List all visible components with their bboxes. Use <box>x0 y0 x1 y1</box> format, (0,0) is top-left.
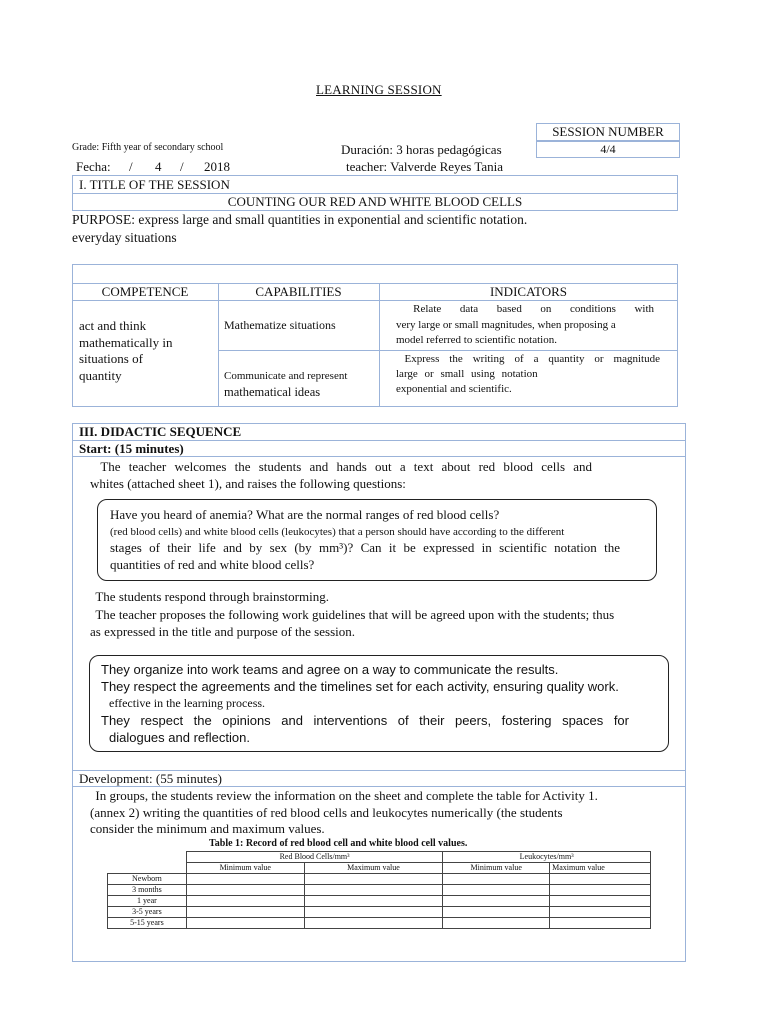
table-cell <box>108 852 187 863</box>
paragraph-line: The teacher proposes the following work guidelines that will be agreed upon with the students; thus <box>82 607 601 622</box>
table-divider <box>218 283 219 407</box>
indicator-1 <box>386 302 654 349</box>
paragraph-line: as expressed in the title and purpose of the session. <box>90 624 355 639</box>
header-capabilities: CAPABILITIES <box>255 284 342 299</box>
row-label: 3-5 years <box>108 907 187 918</box>
competence-line: situations of <box>79 351 143 366</box>
grade-text: Grade: Fifth year of secondary school <box>72 142 224 153</box>
header-competence: COMPETENCE <box>101 284 189 299</box>
purpose-line-2: everyday situations <box>72 230 177 245</box>
page-title: LEARNING SESSION <box>316 82 442 97</box>
subheader: Minimum value <box>443 863 550 874</box>
header-indicators: INDICATORS <box>489 284 568 299</box>
paragraph-brainstorming: The students respond through brainstorming. <box>82 589 316 604</box>
paragraph-line: consider the minimum and maximum values. <box>90 821 325 836</box>
date-sep-2: / <box>180 159 184 174</box>
red-blood-cells-header: Red Blood Cells/mm³ <box>186 852 442 863</box>
date-sep-1: / <box>129 159 133 174</box>
competence-line: act and think <box>79 318 147 333</box>
subheader: Minimum value <box>186 863 304 874</box>
indicator-line: Relate data based on conditions with <box>386 303 654 315</box>
session-number-label: SESSION NUMBER <box>536 123 680 141</box>
table-cell[interactable] <box>186 874 304 885</box>
question-line: quantities of red and white blood cells? <box>110 556 315 572</box>
indicator-line: Express the writing of a quantity or magnitude <box>386 353 660 365</box>
table-cell[interactable] <box>304 907 443 918</box>
table-cell[interactable] <box>550 885 651 896</box>
table-divider <box>218 350 678 351</box>
table-cell[interactable] <box>443 874 550 885</box>
session-number-value: 4/4 <box>536 141 680 158</box>
capability-line: Communicate and represent <box>224 370 348 382</box>
start-heading: Start: (15 minutes) <box>79 441 184 456</box>
capability-communicate <box>224 368 347 400</box>
indicator-line: model referred to scientific notation. <box>396 334 557 346</box>
guideline-line: They respect the opinions and interventions of their peers, fostering spaces for <box>101 713 629 728</box>
duration-text: Duración: 3 horas pedagógicas <box>341 142 502 157</box>
competence-line: quantity <box>79 367 122 383</box>
question-line: (red blood cells) and white blood cells (leukocytes) that a person should have according to the different <box>110 525 565 538</box>
guideline-line: dialogues and reflection. <box>109 730 250 745</box>
guideline-line: They organize into work teams and agree on a way to communicate the results. <box>101 662 559 677</box>
competence-table-top-row <box>72 264 678 284</box>
date-label: Fecha: <box>76 159 111 174</box>
table-row <box>108 896 651 907</box>
paragraph-line: (annex 2) writing the quantities of red blood cells and leukocytes numerically (the students <box>90 804 563 820</box>
table-cell[interactable] <box>443 885 550 896</box>
table-cell[interactable] <box>443 896 550 907</box>
questions-text <box>110 507 620 573</box>
row-label: 3 months <box>108 885 187 896</box>
paragraph-welcome <box>82 458 592 492</box>
table-row <box>108 874 651 885</box>
table-cell[interactable] <box>304 896 443 907</box>
teacher-text: teacher: Valverde Reyes Tania <box>346 159 504 174</box>
table-row <box>108 918 651 929</box>
table-cell[interactable] <box>550 907 651 918</box>
row-label: Newborn <box>108 874 187 885</box>
paragraph-guidelines <box>82 606 614 640</box>
table-cell[interactable] <box>443 918 550 929</box>
table-divider <box>379 283 380 407</box>
session-title: COUNTING OUR RED AND WHITE BLOOD CELLS <box>72 193 678 211</box>
table-cell[interactable] <box>304 918 443 929</box>
development-heading: Development: (55 minutes) <box>79 771 222 786</box>
subheader: Maximum value <box>550 863 651 874</box>
question-line: stages of their life and by sex (by mm³)? Can it be expressed in scientific notation the <box>110 540 620 555</box>
table-cell <box>108 863 187 874</box>
table-cell[interactable] <box>186 896 304 907</box>
paragraph-line: whites (attached sheet 1), and raises the following questions: <box>90 476 406 491</box>
date-year: 2018 <box>204 159 230 174</box>
indicator-2 <box>386 352 660 397</box>
guideline-line: effective in the learning process. <box>109 696 266 710</box>
row-label: 1 year <box>108 896 187 907</box>
guideline-line: They respect the agreements and the timelines set for each activity, ensuring quality work. <box>101 679 619 694</box>
table-row <box>108 907 651 918</box>
subheader: Maximum value <box>304 863 443 874</box>
table-row <box>108 885 651 896</box>
table-cell[interactable] <box>550 874 651 885</box>
paragraph-line: The teacher welcomes the students and hands out a text about red blood cells and <box>82 459 592 474</box>
table-cell[interactable] <box>550 918 651 929</box>
table-divider <box>72 300 678 301</box>
section-title-heading: I. TITLE OF THE SESSION <box>72 175 678 194</box>
table-cell[interactable] <box>304 885 443 896</box>
guidelines-text <box>101 661 661 746</box>
table-cell[interactable] <box>304 874 443 885</box>
table-cell[interactable] <box>443 907 550 918</box>
purpose-line-1: PURPOSE: express large and small quantities in exponential and scientific notation. <box>72 212 528 227</box>
paragraph-line: In groups, the students review the information on the sheet and complete the table for Activity 1. <box>82 788 585 803</box>
question-line: Have you heard of anemia? What are the normal ranges of red blood cells? <box>110 507 500 522</box>
table-cell[interactable] <box>550 896 651 907</box>
capability-mathematize: Mathematize situations <box>224 318 336 332</box>
row-label: 5-15 years <box>108 918 187 929</box>
competence-line: mathematically in <box>79 334 173 350</box>
table-cell[interactable] <box>186 918 304 929</box>
date-month: 4 <box>155 159 162 174</box>
capability-line: mathematical ideas <box>224 385 321 399</box>
leukocytes-header: Leukocytes/mm³ <box>443 852 651 863</box>
indicator-line: exponential and scientific. <box>396 383 512 395</box>
competence-text <box>79 318 173 384</box>
table-caption: Table 1: Record of red blood cell and white blood cell values. <box>209 838 468 849</box>
indicator-line: large or small using notation <box>396 368 538 380</box>
indicator-line: very large or small magnitudes, when proposing a <box>396 318 616 331</box>
didactic-sequence-heading: III. DIDACTIC SEQUENCE <box>79 424 242 439</box>
paragraph-activity <box>82 788 598 838</box>
table-cell[interactable] <box>186 885 304 896</box>
table-cell[interactable] <box>186 907 304 918</box>
blood-cell-record-table <box>107 851 651 929</box>
